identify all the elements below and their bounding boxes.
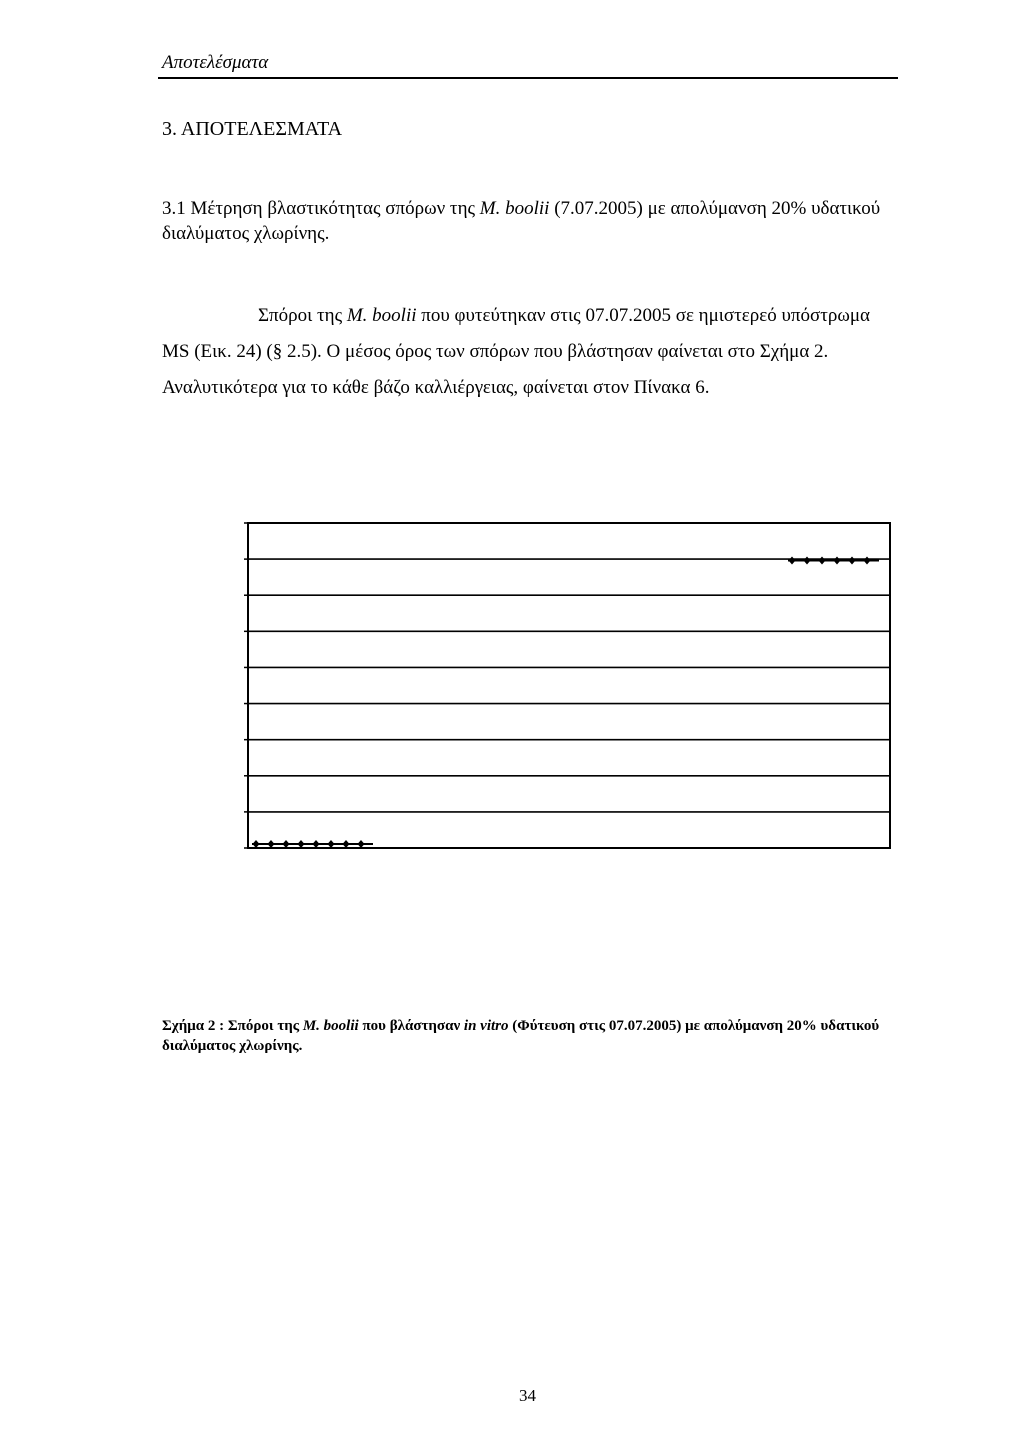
paragraph-text-3: 2.5). Ο μέσος όρος των σπόρων που βλάστησαν φαίνεται στο Σχήμα 2. Αναλυτικότερα για το κάθε βάζο καλλιέργειας, φαίνεται στον Πίνακα 6.: [162, 341, 829, 398]
species-name: M. boolii: [479, 198, 550, 219]
header-rule: [158, 77, 898, 79]
section-heading: 3. ΑΠΟΤΕΛΕΣΜΑΤΑ: [162, 118, 343, 140]
caption-in-vitro: in vitro: [463, 1018, 509, 1034]
series-low: [252, 840, 373, 848]
caption-species: M. boolii: [302, 1018, 359, 1034]
subsection-heading: [162, 196, 900, 246]
data-point: [849, 557, 856, 565]
series-high: [788, 557, 879, 565]
data-point: [864, 557, 871, 565]
paragraph-text-1: Σπόροι της: [258, 305, 347, 326]
caption-text-2: που βλάστησαν: [358, 1018, 464, 1034]
data-point: [313, 840, 320, 848]
caption-label: Σχήμα 2 : Σπόροι της: [162, 1018, 303, 1034]
page-number: 34: [519, 1386, 536, 1405]
data-point: [268, 840, 275, 848]
caption-text-3: (Φύτευση στις 07.07.2005) με απολύμανση 20% υδατικού διαλύματος χλωρίνης.: [162, 1018, 880, 1054]
subsection-prefix: 3.1 Μέτρηση βλαστικότητας σπόρων της: [162, 198, 480, 219]
figure-caption: [162, 1016, 902, 1056]
data-point: [789, 557, 796, 565]
data-point: [343, 840, 350, 848]
data-point: [834, 557, 841, 565]
body-paragraph: [162, 298, 902, 406]
running-header: Αποτελέσματα: [162, 52, 269, 73]
chart-frame: [248, 523, 890, 848]
germination-chart: [240, 515, 895, 855]
paragraph-text-2: που φυτεύτηκαν στις 07.07.2005 σε ημιστερεό υπόστρωμα MS (Εικ. 24) (: [162, 305, 870, 362]
data-point: [253, 840, 260, 848]
data-point: [804, 557, 811, 565]
data-point: [298, 840, 305, 848]
data-point: [328, 840, 335, 848]
data-point: [819, 557, 826, 565]
subsection-suffix: (7.07.2005) με απολύμανση 20% υδατικού διαλύματος χλωρίνης.: [162, 198, 881, 244]
data-point: [283, 840, 290, 848]
data-point: [358, 840, 365, 848]
species-name: M. boolii: [346, 305, 417, 326]
section-sign: §: [272, 341, 283, 362]
chart-gridlines: [244, 523, 890, 848]
